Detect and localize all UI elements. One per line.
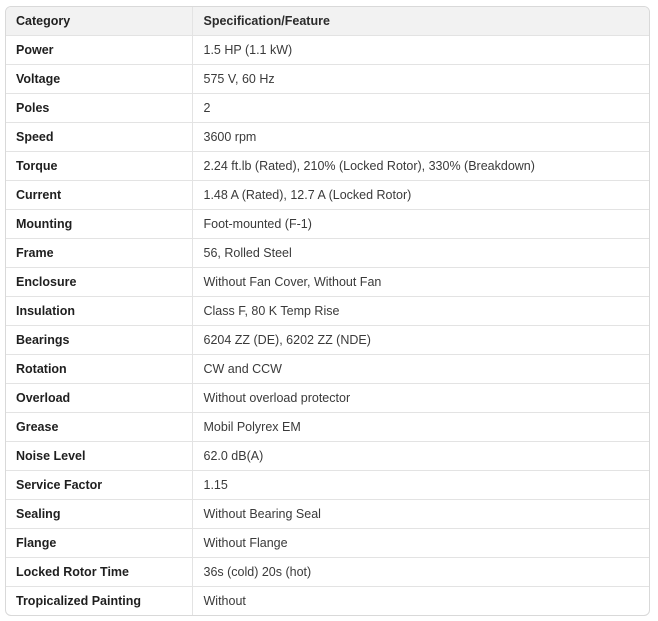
specification-cell: Without Fan Cover, Without Fan [192, 268, 649, 297]
category-cell: Enclosure [6, 268, 192, 297]
specification-cell: 3600 rpm [192, 123, 649, 152]
table-row [6, 268, 649, 297]
category-cell: Tropicalized Painting [6, 587, 192, 616]
table-row [6, 326, 649, 355]
specification-cell: Without Bearing Seal [192, 500, 649, 529]
spec-table [6, 7, 649, 615]
specification-cell: Without Flange [192, 529, 649, 558]
specification-cell: Class F, 80 K Temp Rise [192, 297, 649, 326]
category-cell: Bearings [6, 326, 192, 355]
specification-cell: 6204 ZZ (DE), 6202 ZZ (NDE) [192, 326, 649, 355]
category-cell: Torque [6, 152, 192, 181]
column-header-category: Category [6, 7, 192, 36]
table-row [6, 94, 649, 123]
table-row [6, 123, 649, 152]
specification-cell: Without overload protector [192, 384, 649, 413]
table-row [6, 36, 649, 65]
table-row [6, 500, 649, 529]
table-row [6, 297, 649, 326]
table-row [6, 355, 649, 384]
table-row [6, 384, 649, 413]
table-row [6, 210, 649, 239]
table-row [6, 181, 649, 210]
header-row [6, 7, 649, 36]
category-cell: Overload [6, 384, 192, 413]
category-cell: Sealing [6, 500, 192, 529]
specification-cell: 1.5 HP (1.1 kW) [192, 36, 649, 65]
table-row [6, 471, 649, 500]
table-header [6, 7, 649, 36]
table-row [6, 529, 649, 558]
specification-cell: CW and CCW [192, 355, 649, 384]
table-row [6, 558, 649, 587]
category-cell: Rotation [6, 355, 192, 384]
specification-cell: Foot-mounted (F-1) [192, 210, 649, 239]
specification-cell: Mobil Polyrex EM [192, 413, 649, 442]
table-row [6, 239, 649, 268]
table-row [6, 587, 649, 616]
category-cell: Grease [6, 413, 192, 442]
specification-cell: 2 [192, 94, 649, 123]
table-row [6, 442, 649, 471]
category-cell: Power [6, 36, 192, 65]
category-cell: Mounting [6, 210, 192, 239]
category-cell: Poles [6, 94, 192, 123]
specification-cell: 1.15 [192, 471, 649, 500]
specification-cell: 62.0 dB(A) [192, 442, 649, 471]
category-cell: Frame [6, 239, 192, 268]
category-cell: Speed [6, 123, 192, 152]
category-cell: Voltage [6, 65, 192, 94]
table-row [6, 152, 649, 181]
table-body [6, 36, 649, 616]
table-row [6, 65, 649, 94]
category-cell: Current [6, 181, 192, 210]
specification-cell: 575 V, 60 Hz [192, 65, 649, 94]
category-cell: Flange [6, 529, 192, 558]
specification-cell: 56, Rolled Steel [192, 239, 649, 268]
specification-cell: 36s (cold) 20s (hot) [192, 558, 649, 587]
category-cell: Insulation [6, 297, 192, 326]
category-cell: Locked Rotor Time [6, 558, 192, 587]
category-cell: Service Factor [6, 471, 192, 500]
category-cell: Noise Level [6, 442, 192, 471]
column-header-specification: Specification/Feature [192, 7, 649, 36]
specification-cell: 2.24 ft.lb (Rated), 210% (Locked Rotor), 330% (Breakdown) [192, 152, 649, 181]
spec-table-container [5, 6, 650, 616]
table-row [6, 413, 649, 442]
specification-cell: Without [203, 594, 246, 608]
specification-cell: 1.48 A (Rated), 12.7 A (Locked Rotor) [192, 181, 649, 210]
